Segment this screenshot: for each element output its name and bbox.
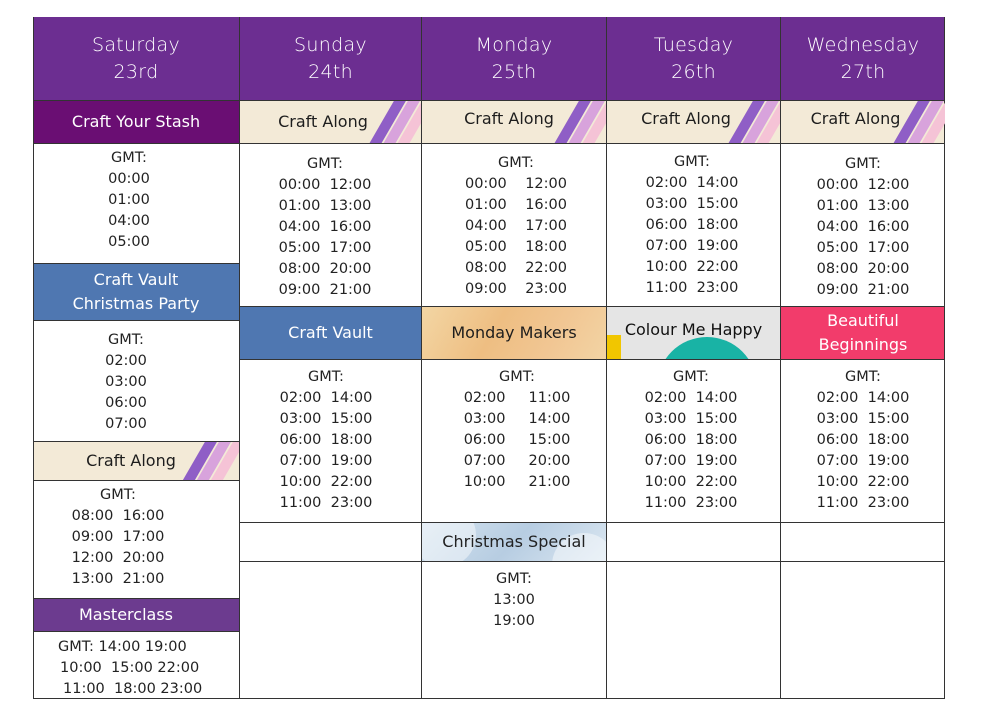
time-slot: 12:00 20:00: [71, 550, 165, 566]
event-title-line2: Christmas Party: [72, 294, 200, 313]
time-slot: 06:00 18:00: [644, 432, 738, 448]
decor-shape: [607, 335, 621, 359]
grid-line: [240, 522, 945, 523]
time-slot: 07:00 19:00: [816, 453, 910, 469]
time-slot: 11:00 18:00 23:00: [63, 681, 203, 697]
event-title-line2: Beginnings: [818, 335, 908, 354]
time-slot: 07:00 20:00: [463, 453, 571, 469]
time-slot: 01:00 13:00: [816, 198, 910, 214]
timezone-label: GMT:: [496, 571, 532, 587]
grid-line: [33, 698, 945, 699]
event-times-craft-along-sunday: [265, 154, 385, 301]
event-times-christmas-special: [473, 569, 555, 632]
event-banner-craft-vault: [240, 307, 421, 359]
timezone-label: GMT:: [307, 156, 343, 172]
time-slot: 04:00 17:00: [464, 218, 567, 234]
event-times-colour-me-happy: [632, 367, 750, 514]
timezone-label: GMT:: [499, 369, 535, 385]
event-times-monday-makers: [447, 367, 587, 493]
grid-line: [33, 480, 239, 481]
day-name: Wednesday: [806, 33, 920, 56]
header-monday: [422, 17, 606, 100]
timezone-label: GMT:: [498, 155, 534, 171]
event-times-craft-vault: [266, 367, 386, 514]
event-title: Craft Vault: [288, 323, 373, 342]
event-title: Colour Me Happy: [624, 320, 763, 339]
event-times-craft-along-wednesday: [804, 154, 922, 301]
time-slot: 03:00 15:00: [645, 196, 739, 212]
time-slot: 08:00 22:00: [464, 260, 567, 276]
day-name: Monday: [475, 33, 553, 56]
day-name: Saturday: [91, 33, 181, 56]
time-slot: 09:00 23:00: [464, 281, 567, 297]
time-slot: 07:00 19:00: [279, 453, 373, 469]
event-banner-craft-along-wednesday: [781, 101, 945, 143]
event-title: Monday Makers: [451, 323, 577, 342]
time-slot: 01:00 13:00: [278, 198, 372, 214]
time-slot: 02:00 14:00: [816, 390, 910, 406]
day-date: 25th: [491, 60, 537, 83]
event-title: Craft Along: [278, 112, 368, 131]
time-slot: 02:00 11:00: [463, 390, 571, 406]
day-date: 24th: [308, 60, 353, 83]
time-slot: 05:00: [108, 234, 150, 250]
time-slot: 05:00 17:00: [278, 240, 372, 256]
event-banner-masterclass: [33, 599, 239, 631]
time-slot: 11:00 23:00: [645, 280, 739, 296]
time-slot: 03:00 15:00: [279, 411, 373, 427]
time-slot: 01:00: [108, 192, 150, 208]
grid-line: [239, 17, 240, 699]
time-slot: 06:00: [105, 395, 147, 411]
timezone-label: GMT:: [58, 639, 94, 655]
event-banner-craft-along-tuesday: [607, 101, 780, 143]
event-times-craft-your-stash: [33, 148, 225, 253]
event-banner-craft-along-monday: [422, 101, 606, 143]
event-title-line1: Beautiful: [827, 311, 899, 330]
event-title: Craft Along: [641, 109, 731, 128]
time-slot: 10:00 22:00: [816, 474, 910, 490]
event-title: Craft Along: [810, 109, 901, 128]
event-banner-monday-makers: [422, 307, 606, 359]
time-slot: 00:00 12:00: [278, 177, 372, 193]
event-title: Craft Your Stash: [71, 112, 201, 131]
event-title: Craft Along: [464, 109, 554, 128]
grid-line: [33, 143, 945, 144]
time-slot: 07:00: [105, 416, 147, 432]
event-title: Craft Along: [86, 451, 176, 470]
time-slot: 06:00 18:00: [279, 432, 373, 448]
timezone-label: GMT:: [111, 150, 147, 166]
event-banner-colour-me-happy: [607, 307, 780, 359]
time-slot: 01:00 16:00: [464, 197, 567, 213]
time-slot: 09:00 21:00: [278, 282, 372, 298]
time-slot: 13:00: [493, 592, 535, 608]
event-title-line1: Craft Vault: [93, 270, 179, 289]
time-slot: 02:00 14:00: [645, 175, 739, 191]
timezone-label: GMT:: [100, 487, 136, 503]
time-slot: 02:00 14:00: [279, 390, 373, 406]
time-slot: 08:00 20:00: [278, 261, 372, 277]
time-slot: 06:00 18:00: [816, 432, 910, 448]
time-slot: 03:00 14:00: [463, 411, 571, 427]
event-times-masterclass: [58, 637, 218, 700]
time-slot: 00:00: [108, 171, 150, 187]
header-wednesday: [781, 17, 945, 100]
grid-line: [33, 263, 239, 264]
event-times-craft-along-monday: [447, 153, 585, 300]
time-slot: 02:00 14:00: [644, 390, 738, 406]
grid-line: [240, 561, 945, 562]
grid-line: [421, 17, 422, 699]
event-banner-beautiful-beginnings: [781, 307, 945, 359]
time-slot: 03:00: [105, 374, 147, 390]
time-slot: 10:00 22:00: [644, 474, 738, 490]
event-times-craft-along-tuesday: [633, 152, 751, 299]
timezone-label: GMT:: [108, 332, 144, 348]
grid-line: [780, 17, 781, 699]
time-slot: 00:00 12:00: [464, 176, 567, 192]
grid-line: [33, 598, 239, 599]
event-banner-craft-your-stash: [33, 101, 239, 143]
time-slot: 11:00 23:00: [279, 495, 373, 511]
time-slot: 02:00: [105, 353, 147, 369]
time-slot: 11:00 23:00: [644, 495, 738, 511]
timezone-label: GMT:: [673, 369, 709, 385]
time-slot: 07:00 19:00: [645, 238, 739, 254]
time-slot: 09:00 21:00: [816, 282, 910, 298]
day-name: Tuesday: [653, 33, 734, 56]
event-times-beautiful-beginnings: [804, 367, 922, 514]
header-tuesday: [607, 17, 780, 100]
grid-line: [240, 306, 945, 307]
grid-line: [33, 631, 239, 632]
grid-line: [240, 359, 945, 360]
time-slot: 10:00 15:00 22:00: [60, 660, 200, 676]
time-slot: 03:00 15:00: [644, 411, 738, 427]
event-title: Christmas Special: [442, 532, 586, 551]
event-banner-craft-vault-party: [33, 264, 239, 320]
event-banner-craft-along-sunday: [240, 101, 421, 143]
time-slot: 04:00: [108, 213, 150, 229]
event-banner-craft-along-saturday: [33, 442, 239, 480]
grid-line: [33, 320, 239, 321]
grid-line: [33, 17, 34, 699]
time-slot: 11:00 23:00: [816, 495, 910, 511]
day-name: Sunday: [294, 33, 367, 56]
time-slot: 04:00 16:00: [278, 219, 372, 235]
event-banner-christmas-special: [422, 523, 606, 561]
day-date: 27th: [840, 60, 886, 83]
time-slot: 09:00 17:00: [71, 529, 165, 545]
day-date: 26th: [671, 60, 716, 83]
event-times-craft-along-saturday: [63, 485, 173, 590]
timezone-label: GMT:: [845, 156, 881, 172]
time-slot: 05:00 17:00: [816, 240, 910, 256]
timezone-label: GMT:: [308, 369, 344, 385]
time-slot: 06:00 15:00: [463, 432, 571, 448]
time-slot: 10:00 21:00: [463, 474, 571, 490]
event-times-craft-vault-party: [33, 330, 219, 435]
time-slot: 08:00 20:00: [816, 261, 910, 277]
grid-line: [33, 100, 945, 101]
schedule-grid: [33, 17, 945, 699]
timezone-label: GMT:: [845, 369, 881, 385]
timezone-label: GMT:: [674, 154, 710, 170]
time-slot: 10:00 22:00: [279, 474, 373, 490]
time-slot: 03:00 15:00: [816, 411, 910, 427]
time-slot: 00:00 12:00: [816, 177, 910, 193]
time-slot: 14:00 19:00: [98, 639, 187, 655]
time-slot: 07:00 19:00: [644, 453, 738, 469]
time-slot: 08:00 16:00: [71, 508, 165, 524]
day-date: 23rd: [113, 60, 159, 83]
time-slot: 13:00 21:00: [71, 571, 165, 587]
event-title: Masterclass: [78, 605, 173, 624]
time-slot: 06:00 18:00: [645, 217, 739, 233]
time-slot: 05:00 18:00: [464, 239, 567, 255]
header-saturday: [33, 17, 239, 100]
header-sunday: [240, 17, 421, 100]
time-slot: 10:00 22:00: [645, 259, 739, 275]
time-slot: 04:00 16:00: [816, 219, 910, 235]
time-slot: 19:00: [493, 613, 535, 629]
